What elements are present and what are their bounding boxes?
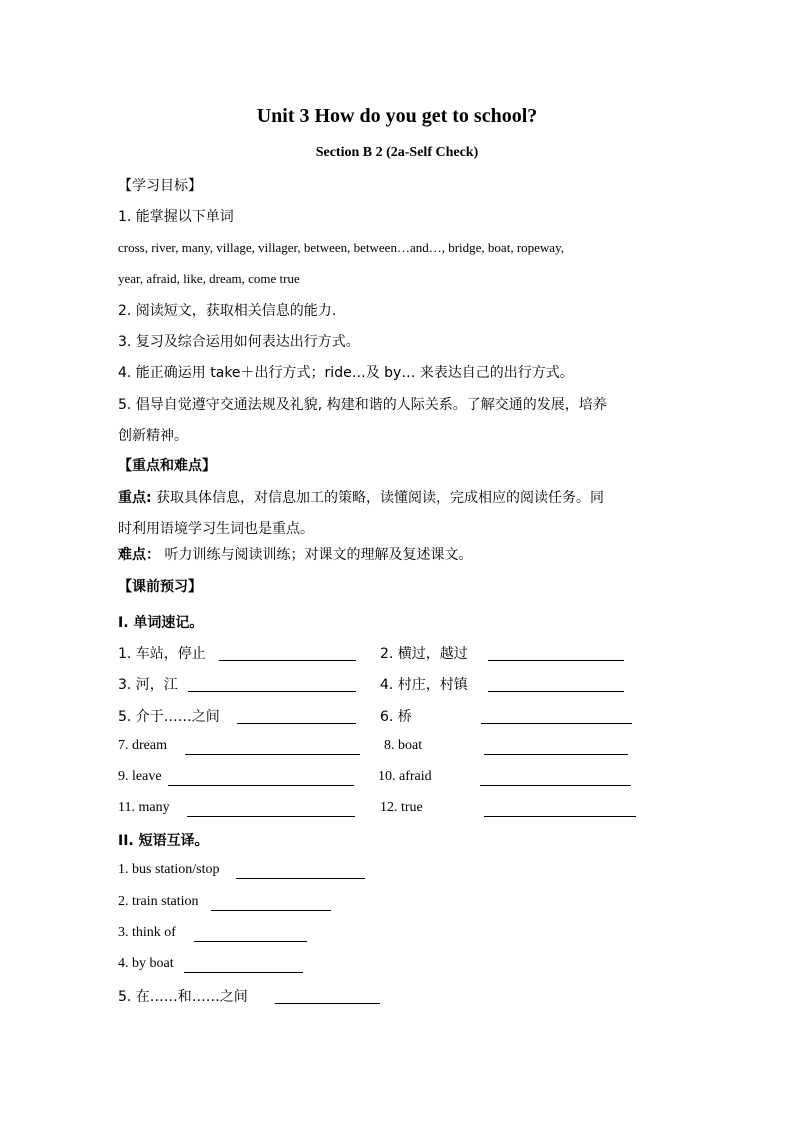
answer-blank[interactable] (188, 691, 356, 692)
vocab-item-2: 2. 横过，越过 (380, 646, 468, 662)
vocab-section-title: I. 单词速记。 (118, 615, 204, 631)
key-point-text: 获取具体信息，对信息加工的策略，读懂阅读，完成相应的阅读任务。同 (151, 490, 605, 506)
answer-blank[interactable] (194, 941, 307, 942)
answer-blank[interactable] (236, 878, 365, 879)
vocab-item-3: 3. 河，江 (118, 677, 178, 693)
objective-item-1: 1. 能掌握以下单词 (118, 209, 234, 225)
objective-item-3: 3. 复习及综合运用如何表达出行方式。 (118, 334, 360, 350)
phrase-item-3: 3. think of (118, 925, 176, 940)
vocab-item-8: 8. boat (384, 738, 423, 753)
phrase-item-5: 5. 在……和……之间 (118, 989, 248, 1005)
answer-blank[interactable] (211, 910, 331, 911)
objective-item-4: 4. 能正确运用 take＋出行方式；ride…及 by… 来表达自己的出行方式。 (118, 365, 574, 381)
answer-blank[interactable] (184, 972, 303, 973)
answer-blank[interactable] (481, 723, 632, 724)
answer-blank[interactable] (187, 816, 355, 817)
difficult-point-line (118, 544, 472, 564)
section-subtitle: Section B 2 (2a-Self Check) (315, 145, 479, 160)
phrase-item-4: 4. by boat (118, 956, 174, 971)
difficult-point-text: 听力训练与阅读训练；对课文的理解及复述课文。 (160, 547, 473, 563)
phrase-item-1: 1. bus station/stop (118, 862, 220, 877)
phrase-item-2: 2. train station (118, 894, 199, 909)
vocab-item-12: 12. true (380, 800, 423, 815)
vocab-item-4: 4. 村庄，村镇 (380, 677, 468, 693)
word-list-line-2: year, afraid, like, dream, come true (118, 271, 300, 286)
answer-blank[interactable] (484, 754, 628, 755)
key-point-line-2: 时利用语境学习生词也是重点。 (118, 521, 314, 537)
answer-blank[interactable] (185, 754, 360, 755)
objective-item-5-line-2: 创新精神。 (118, 428, 188, 444)
word-list-line-1: cross, river, many, village, villager, between, between…and…, bridge, boat, ropeway, (118, 240, 564, 255)
page-title: Unit 3 How do you get to school? (256, 105, 538, 127)
objective-item-2: 2. 阅读短文，获取相关信息的能力. (118, 303, 337, 319)
vocab-item-6: 6. 桥 (380, 709, 412, 725)
difficult-point-label: 难点： (118, 547, 160, 563)
answer-blank[interactable] (480, 785, 631, 786)
answer-blank[interactable] (237, 723, 356, 724)
answer-blank[interactable] (219, 660, 356, 661)
answer-blank[interactable] (168, 785, 354, 786)
vocab-item-10: 10. afraid (378, 769, 432, 784)
vocab-item-9: 9. leave (118, 769, 162, 784)
key-points-heading: 【重点和难点】 (118, 458, 216, 474)
preview-heading: 【课前预习】 (118, 579, 202, 595)
vocab-item-7: 7. dream (118, 738, 167, 753)
answer-blank[interactable] (488, 691, 624, 692)
answer-blank[interactable] (484, 816, 636, 817)
phrase-section-title: II. 短语互译。 (118, 833, 209, 849)
vocab-item-11: 11. many (118, 800, 170, 815)
objective-item-5-line-1: 5. 倡导自觉遵守交通法规及礼貌, 构建和谐的人际关系。了解交通的发展，培养 (118, 397, 607, 413)
vocab-item-5: 5. 介于……之间 (118, 709, 220, 725)
answer-blank[interactable] (275, 1003, 380, 1004)
key-point-label: 重点: (118, 490, 152, 506)
objectives-heading: 【学习目标】 (118, 178, 202, 194)
vocab-item-1: 1. 车站，停止 (118, 646, 206, 662)
key-point-line-1 (118, 487, 604, 507)
answer-blank[interactable] (488, 660, 624, 661)
